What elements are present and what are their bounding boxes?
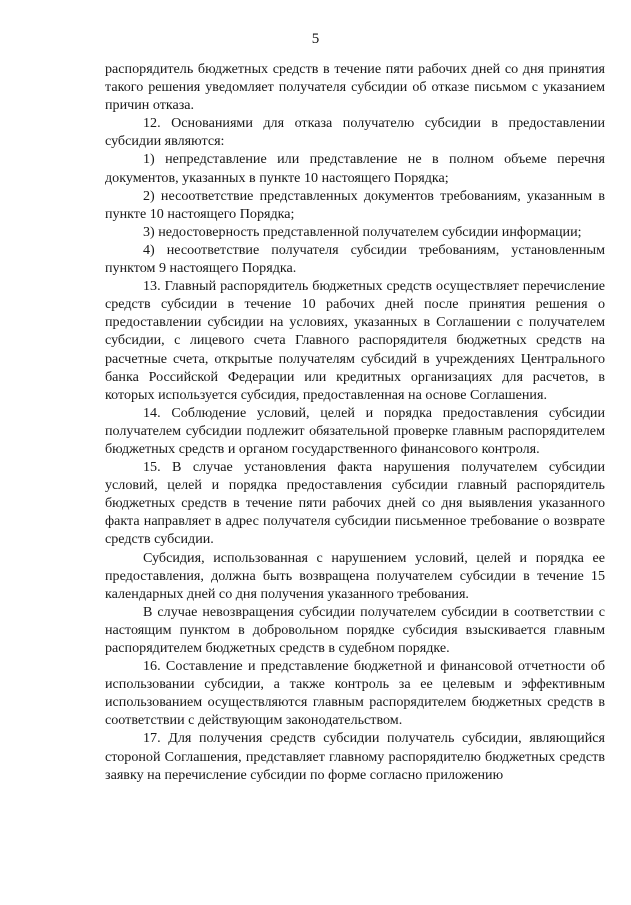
- paragraph-continuation: распорядитель бюджетных средств в течение пяти рабочих дней со дня принятия такого решения уведомляет получателя субсидии об отказе письмом с указанием причин отказа.: [105, 61, 605, 114]
- paragraph-17: 17. Для получения средств субсидии получатель субсидии, являющийся стороной Соглашения, представляет главному распорядителю бюджетных средств заявку на перечисление субсидии по форме согласно приложению: [105, 730, 605, 783]
- document-body: [105, 60, 605, 784]
- list-item-12-3: 3) недостоверность представленной получателем субсидии информации;: [143, 223, 582, 240]
- paragraph-15-non-return: В случае невозвращения субсидии получателем субсидии в соответствии с настоящим пунктом в добровольном порядке субсидия взыскивается главным распорядителем бюджетных средств в судебном порядке.: [105, 603, 605, 656]
- paragraph-13: 13. Главный распорядитель бюджетных средств осуществляет перечисление средств субсидии в течение 10 рабочих дней после принятия решения о предоставлении субсидии на условиях, указанных в Соглашении с получателем субсидии, с лицевого счета Главного распорядителя бюджетных средств на расчетные счета, открытые получателям субсидий в учреждениях Центрального банка Российской Федерации или кредитных организациях для расчетов, в которых используется субсидия, предоставленная на основе Соглашения.: [105, 278, 605, 403]
- paragraph-15: 15. В случае установления факта нарушения получателем субсидии условий, целей и порядка предоставления субсидии главный распорядитель бюджетных средств в течение пяти рабочих дней со дня выявления указанного факта направляет в адрес получателя субсидии письменное требование о возврате средств субсидии.: [105, 459, 605, 548]
- list-item-12-4: 4) несоответствие получателя субсидии требованиям, установленным пунктом 9 настоящего Порядка.: [105, 241, 605, 277]
- page-number: 5: [311, 31, 320, 47]
- list-item-12-2: 2) несоответствие представленных документов требованиям, указанным в пункте 10 настоящего Порядка;: [105, 187, 605, 222]
- paragraph-12: 12. Основаниями для отказа получателю субсидии в предоставлении субсидии являются:: [105, 115, 605, 150]
- paragraph-16: 16. Составление и представление бюджетной и финансовой отчетности об использовании субсидии, а также контроль за ее целевым и эффективным использованием осуществляются главным распорядителем бюджетных средств в соответствии с действующим законодательством.: [105, 658, 605, 729]
- paragraph-15-subsidy-return: Субсидия, использованная с нарушением условий, целей и порядка ее предоставления, должна быть возвращена получателем субсидии в течение 15 календарных дней со дня получения указанного требования.: [105, 549, 605, 602]
- paragraph-14: 14. Соблюдение условий, целей и порядка предоставления субсидии получателем субсидии подлежит обязательной проверке главным распорядителем бюджетных средств и органом государственного финансового контроля.: [105, 404, 605, 457]
- list-item-12-1: 1) непредставление или представление не в полном объеме перечня документов, указанных в пункте 10 настоящего Порядка;: [105, 151, 605, 186]
